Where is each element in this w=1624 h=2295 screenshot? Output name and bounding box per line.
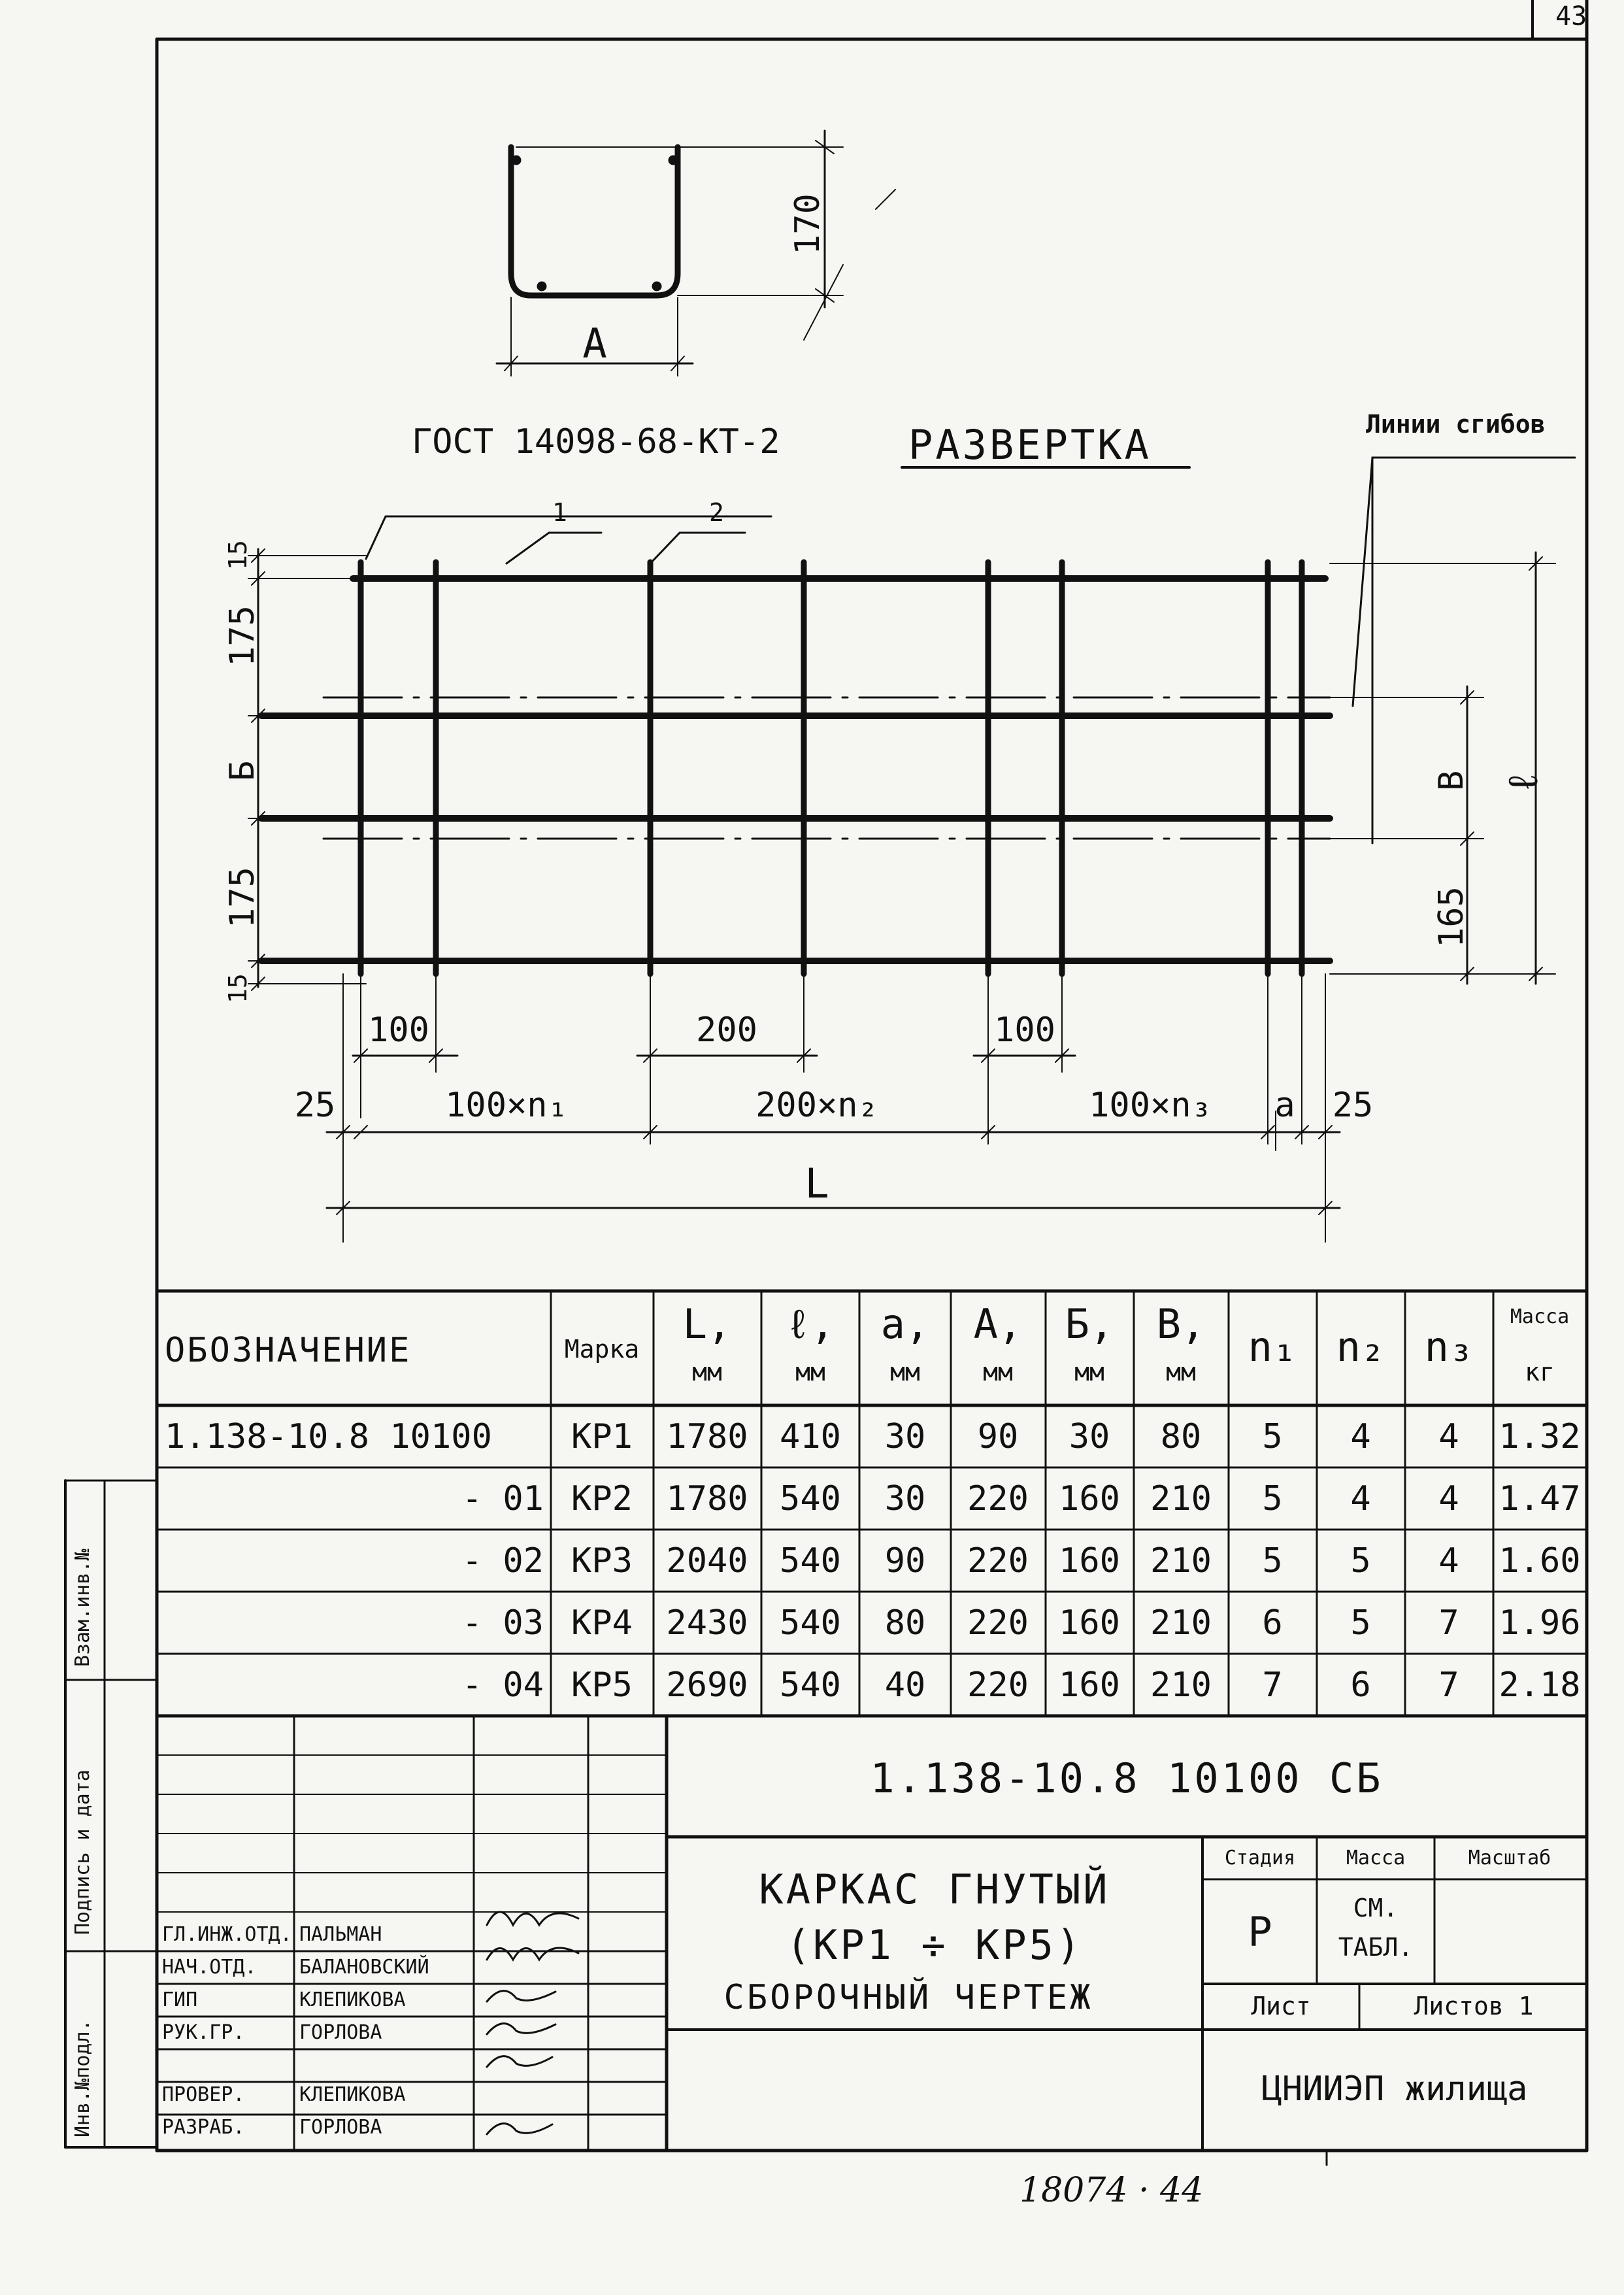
table-cell: 160 (1059, 1541, 1120, 1581)
table-cell: КР3 (571, 1541, 633, 1581)
table-cell: 30 (1069, 1417, 1110, 1456)
table-cell: 4 (1350, 1479, 1371, 1518)
header-mass: Масса (1510, 1305, 1570, 1328)
dim-left-b: Б (223, 760, 262, 781)
table-cell: 80 (884, 1603, 926, 1643)
stamp-replace-inv: Взам.инв.№ (71, 1549, 94, 1667)
header-ell-unit: мм (795, 1358, 825, 1386)
dim-100-first: 100 (368, 1011, 429, 1050)
mass-value-1: СМ. (1353, 1894, 1399, 1922)
sheets-label: Листов 1 (1414, 1992, 1534, 2020)
table-cell: 5 (1262, 1541, 1283, 1581)
table-cell: 210 (1150, 1603, 1212, 1643)
header-a-small: a, (880, 1300, 930, 1348)
table-cell: КР1 (571, 1417, 633, 1456)
dim-left-175-top: 175 (223, 605, 262, 667)
table-cell: 1780 (666, 1479, 748, 1518)
table-cell: - 01 (461, 1479, 544, 1518)
header-n1: n₁ (1248, 1323, 1297, 1371)
header-b-unit: мм (1074, 1358, 1104, 1386)
header-a-cap: А, (973, 1300, 1023, 1348)
header-designation: ОБОЗНАЧЕНИЕ (165, 1331, 412, 1370)
header-n2: n₂ (1336, 1323, 1385, 1371)
header-l: L, (682, 1300, 732, 1348)
table-cell: 160 (1059, 1479, 1120, 1518)
callout-1: 1 (552, 498, 567, 527)
table-cell: - 02 (461, 1541, 544, 1581)
table-cell: 4 (1438, 1479, 1459, 1518)
table-cell: 2.18 (1499, 1666, 1581, 1705)
stamp-inv-orig: Инв.№подл. (71, 2019, 94, 2137)
table-cell: 540 (780, 1666, 841, 1705)
table-cell: 4 (1438, 1417, 1459, 1456)
table-cell: 6 (1262, 1603, 1283, 1643)
table-cell: 30 (884, 1479, 926, 1518)
signature-role: ГИП (162, 1988, 198, 2011)
dim-100xn1: 100×n₁ (445, 1086, 568, 1125)
header-a-small-unit: мм (890, 1358, 920, 1386)
scale-label: Масштаб (1468, 1847, 1551, 1869)
signature-name: ПАЛЬМАН (299, 1923, 382, 1946)
table-cell: 220 (967, 1541, 1029, 1581)
table-cell: 90 (977, 1417, 1019, 1456)
dim-25-right: 25 (1332, 1086, 1374, 1125)
table-cell: 80 (1160, 1417, 1202, 1456)
table-cell: 2040 (666, 1541, 748, 1581)
organization: ЦНИИЭП жилища (1261, 2069, 1528, 2109)
signature-name: КЛЕПИКОВА (299, 1988, 406, 2011)
table-cell: 210 (1150, 1666, 1212, 1705)
standard-label: ГОСТ 14098-68-КТ-2 (412, 422, 780, 461)
table-cell: 1.60 (1499, 1541, 1581, 1581)
header-mass-unit: кг (1525, 1358, 1555, 1386)
signature-role: РАЗРАБ. (162, 2116, 245, 2139)
table-cell: 210 (1150, 1541, 1212, 1581)
table-cell: 540 (780, 1541, 841, 1581)
table-cell: 4 (1438, 1541, 1459, 1581)
signature-role: РУК.ГР. (162, 2021, 245, 2044)
profile-height-dim: 170 (788, 193, 827, 255)
dim-left-175-bottom: 175 (223, 867, 262, 928)
dim-200xn2: 200×n₂ (755, 1086, 878, 1125)
dim-total-l: L (804, 1160, 829, 1207)
table-cell: 1.32 (1499, 1417, 1581, 1456)
product-name-line1: КАРКАС ГНУТЫЙ (759, 1866, 1110, 1913)
table-cell: 540 (780, 1479, 841, 1518)
header-v-unit: мм (1166, 1358, 1196, 1386)
mass-value-2: ТАБЛ. (1338, 1933, 1414, 1962)
stamp-sign-date: Подпись и дата (71, 1769, 94, 1935)
table-cell: 5 (1350, 1541, 1371, 1581)
bend-lines-label: Линии сгибов (1366, 410, 1546, 439)
header-ell: ℓ, (786, 1300, 835, 1348)
dim-100xn3: 100×n₃ (1089, 1086, 1212, 1125)
table-cell: 5 (1262, 1417, 1283, 1456)
dim-a: a (1274, 1086, 1295, 1125)
callout-2: 2 (709, 498, 724, 527)
table-cell: 220 (967, 1479, 1029, 1518)
signature-role: НАЧ.ОТД. (162, 1956, 257, 1979)
table-cell: 30 (884, 1417, 926, 1456)
table-cell: КР5 (571, 1666, 633, 1705)
dim-left-15-bottom: 15 (224, 973, 252, 1003)
doc-code: 1.138-10.8 10100 СБ (870, 1754, 1384, 1802)
header-n3: n₃ (1424, 1323, 1474, 1371)
sheet-corner-number: 43 (1555, 1, 1587, 31)
table-cell: - 04 (461, 1666, 544, 1705)
header-l-unit: мм (692, 1358, 722, 1386)
product-name-line3: СБОРОЧНЫЙ ЧЕРТЕЖ (723, 1978, 1093, 2017)
table-cell: 160 (1059, 1666, 1120, 1705)
signature-name: БАЛАНОВСКИЙ (299, 1956, 429, 1979)
sheet-label: Лист (1251, 1992, 1311, 2020)
header-a-cap-unit: мм (983, 1358, 1013, 1386)
mass-label: Масса (1346, 1847, 1406, 1869)
table-cell: 2430 (666, 1603, 748, 1643)
table-cell: 540 (780, 1603, 841, 1643)
dim-left-15-top: 15 (224, 540, 252, 570)
table-cell: - 03 (461, 1603, 544, 1643)
table-cell: 1780 (666, 1417, 748, 1456)
header-v: В, (1156, 1300, 1206, 1348)
table-cell: 6 (1350, 1666, 1371, 1705)
header-b: Б, (1065, 1300, 1114, 1348)
table-cell: 220 (967, 1603, 1029, 1643)
table-cell: КР2 (571, 1479, 633, 1518)
signature-role: ГЛ.ИНЖ.ОТД. (162, 1923, 292, 1946)
table-cell: 220 (967, 1666, 1029, 1705)
section-title: РАЗВЕРТКА (908, 421, 1152, 469)
dim-right-165: 165 (1432, 886, 1471, 948)
signature-role: ПРОВЕР. (162, 2083, 245, 2106)
stage-value: Р (1248, 1908, 1272, 1956)
table-cell: 210 (1150, 1479, 1212, 1518)
header-mark: Марка (564, 1335, 640, 1364)
table-cell: 4 (1350, 1417, 1371, 1456)
dim-right-v: В (1432, 770, 1471, 791)
signature-name: ГОРЛОВА (299, 2116, 382, 2139)
dim-25-left: 25 (294, 1086, 336, 1125)
table-cell: 1.47 (1499, 1479, 1581, 1518)
table-cell: 160 (1059, 1603, 1120, 1643)
table-cell: 1.96 (1499, 1603, 1581, 1643)
dim-right-l: ℓ (1499, 769, 1547, 794)
signature-name: КЛЕПИКОВА (299, 2083, 406, 2106)
product-name-line2: (КР1 ÷ КР5) (786, 1921, 1084, 1969)
table-cell: 5 (1350, 1603, 1371, 1643)
profile-width-dim: A (582, 320, 607, 367)
table-cell: 7 (1262, 1666, 1283, 1705)
table-cell: 1.138-10.8 10100 (165, 1417, 492, 1456)
table-cell: 90 (884, 1541, 926, 1581)
table-cell: 5 (1262, 1479, 1283, 1518)
table-cell: 7 (1438, 1666, 1459, 1705)
table-cell: КР4 (571, 1603, 633, 1643)
table-cell: 2690 (666, 1666, 748, 1705)
handwritten-number: 18074 · 44 (1019, 2171, 1204, 2210)
table-cell: 410 (780, 1417, 841, 1456)
table-cell: 40 (884, 1666, 926, 1705)
dim-100-second: 100 (994, 1011, 1055, 1050)
signature-name: ГОРЛОВА (299, 2021, 382, 2044)
stage-label: Стадия (1224, 1847, 1296, 1869)
signature-scribbles (487, 1912, 578, 2134)
dim-200: 200 (696, 1011, 757, 1050)
table-cell: 7 (1438, 1603, 1459, 1643)
